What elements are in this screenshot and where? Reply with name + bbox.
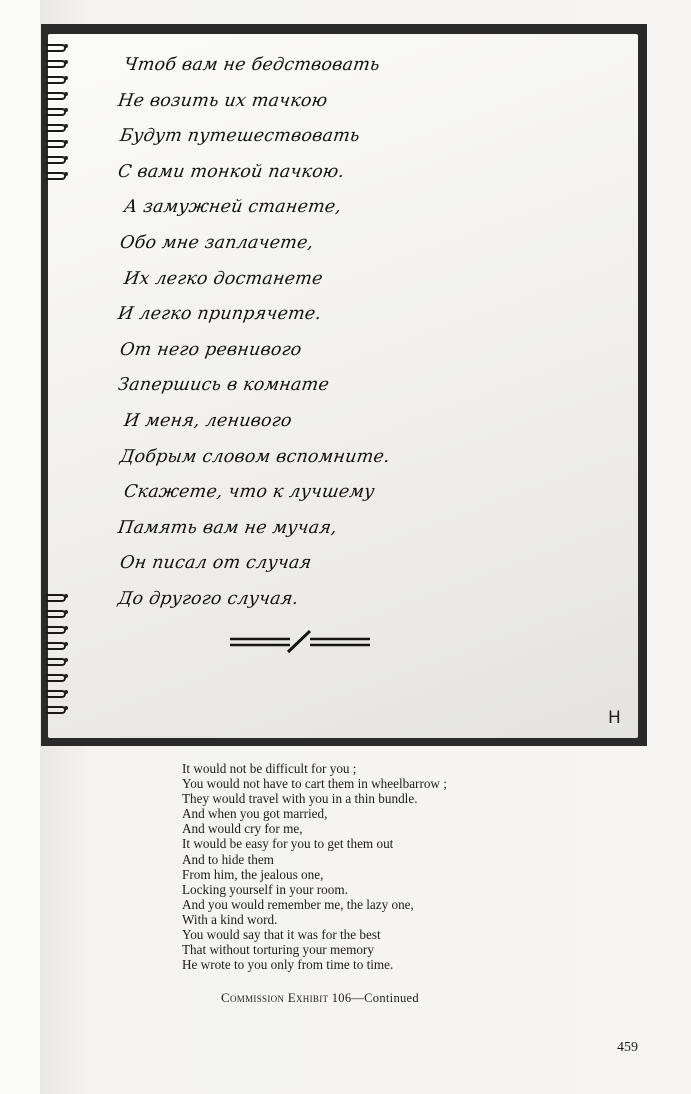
spiral-ring	[44, 74, 70, 83]
spiral-ring	[44, 90, 70, 99]
handwritten-line: Будут путешествовать	[118, 126, 362, 147]
translation-line: And to hide them	[182, 851, 274, 867]
spiral-ring	[44, 656, 70, 665]
spiral-ring	[44, 170, 70, 179]
handwritten-poem	[118, 48, 538, 618]
translation-line: He wrote to you only from time to time.	[182, 957, 394, 973]
spiral-ring	[44, 624, 70, 633]
spiral-ring	[44, 58, 70, 67]
translation-line: And would cry for me,	[182, 821, 303, 837]
translation-line: Locking yourself in your room.	[182, 881, 348, 897]
spiral-ring	[44, 154, 70, 163]
translation-line: It would be easy for you to get them out	[182, 836, 394, 852]
handwritten-line: Не возить их тачкою	[116, 90, 329, 111]
translation-line: And you would remember me, the lazy one,	[182, 896, 414, 912]
handwritten-line: Добрым словом вспомните.	[118, 446, 392, 467]
english-translation	[182, 761, 542, 972]
spiral-binding-bottom	[44, 592, 72, 732]
handwritten-line: А замужней станете,	[122, 197, 343, 218]
spiral-ring	[44, 106, 70, 115]
handwritten-line: До другого случая.	[116, 588, 300, 609]
page-margin	[0, 0, 40, 1094]
handwritten-line: Он писал от случая	[118, 553, 313, 574]
caption-smallcaps: Commission Exhibit	[221, 990, 329, 1005]
spiral-binding-top	[44, 42, 72, 192]
handwritten-line: И меня, ленивого	[122, 410, 294, 431]
handwritten-line: Обо мне заплачете,	[118, 232, 315, 253]
handwritten-line: Скажете, что к лучшему	[122, 482, 376, 503]
spiral-ring	[44, 42, 70, 51]
spiral-ring	[44, 608, 70, 617]
ending-flourish	[228, 630, 373, 654]
translation-line: It would not be difficult for you ;	[182, 761, 357, 776]
handwritten-line: С вами тонкой пачкою.	[116, 161, 346, 182]
translation-line: From him, the jealous one,	[182, 866, 324, 882]
page-number: 459	[617, 1040, 638, 1055]
caption-rest: 106—Continued	[328, 991, 419, 1005]
exhibit-caption	[0, 990, 640, 1006]
spiral-ring	[44, 672, 70, 681]
translation-line: You would say that it was for the best	[182, 927, 381, 943]
handwritten-line: Их легко достанете	[122, 268, 325, 289]
translation-line: That without torturing your memory	[182, 942, 374, 958]
page-corner-mark: H	[608, 708, 621, 728]
spiral-ring	[44, 592, 70, 601]
translation-line: With a kind word.	[182, 911, 278, 927]
handwritten-line: Память вам не мучая,	[116, 517, 339, 538]
translation-line: You would not have to cart them in wheelbarrow ;	[182, 776, 447, 792]
handwritten-line: Чтоб вам не бедствовать	[122, 55, 382, 75]
spiral-ring	[44, 704, 70, 713]
translation-line: And when you got married,	[182, 806, 328, 822]
translation-line: They would travel with you in a thin bundle.	[182, 791, 418, 807]
handwritten-line: От него ревнивого	[118, 339, 303, 360]
spiral-ring	[44, 688, 70, 697]
spiral-ring	[44, 138, 70, 147]
spiral-ring	[44, 640, 70, 649]
handwritten-line: Запершись в комнате	[116, 375, 331, 396]
spiral-ring	[44, 122, 70, 131]
handwritten-line: И легко припрячете.	[116, 304, 323, 325]
